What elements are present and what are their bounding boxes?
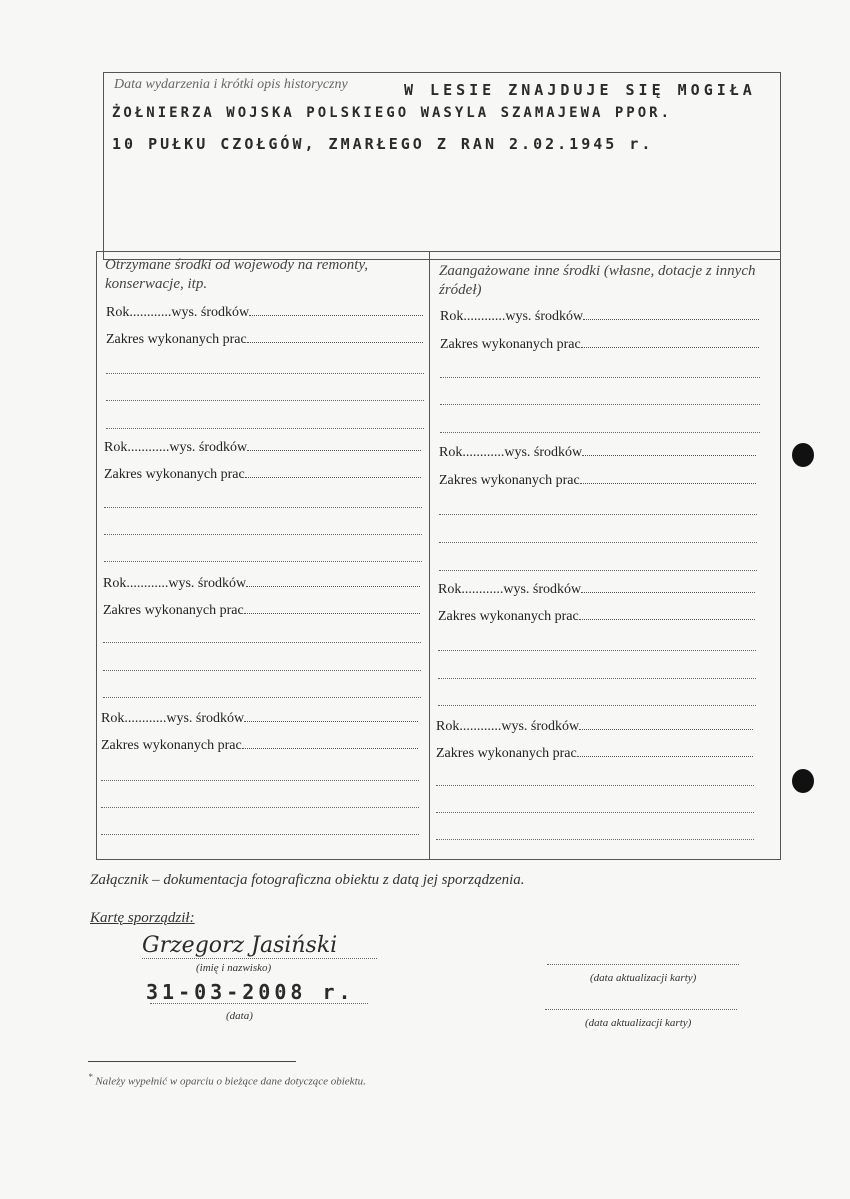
dotted-line (436, 785, 754, 786)
update-caption-1: (data aktualizacji karty) (590, 972, 697, 984)
attachment-note: Załącznik – dokumentacja fotograficzna obiektu z datą jej sporządzenia. (90, 872, 525, 888)
rok-line: Rok............wys. środków (101, 711, 419, 727)
date-caption: (data) (226, 1010, 253, 1022)
dotted-line (440, 377, 760, 378)
funds-right-header: Zaangażowane inne środki (własne, dotacje z innych źródeł) (439, 263, 756, 298)
dotted-line (106, 373, 424, 374)
zakres-line: Zakres wykonanych prac (436, 746, 754, 762)
dotted-line (103, 697, 421, 698)
dotted-line (104, 507, 422, 508)
dotted-line (103, 670, 421, 671)
dotted-line (439, 570, 757, 571)
name-dotted-line (142, 958, 377, 959)
zakres-line: Zakres wykonanych prac (101, 738, 419, 754)
dotted-line (438, 678, 756, 679)
name-caption: (imię i nazwisko) (196, 962, 272, 974)
dotted-line (104, 561, 422, 562)
dotted-line (101, 834, 419, 835)
rok-line: Rok............wys. środków (439, 445, 757, 461)
zakres-line: Zakres wykonanych prac (104, 467, 422, 483)
prepared-by-label: Kartę sporządził: (90, 910, 195, 926)
rok-line: Rok............wys. środków (438, 582, 756, 598)
date-dotted-line (150, 1003, 368, 1004)
dotted-line (438, 705, 756, 706)
funds-column-divider (429, 252, 430, 859)
punch-hole-top (792, 443, 814, 467)
zakres-line: Zakres wykonanych prac (440, 337, 760, 353)
update-dotted-line-2 (545, 1009, 737, 1010)
dotted-line (106, 400, 424, 401)
punch-hole-bottom (792, 769, 814, 793)
dotted-line (440, 404, 760, 405)
dotted-line (438, 650, 756, 651)
zakres-line: Zakres wykonanych prac (439, 473, 757, 489)
dotted-line (436, 812, 754, 813)
rok-line: Rok............wys. środków (103, 576, 421, 592)
dotted-line (101, 780, 419, 781)
name-handwritten: Grzegorz Jasiński (142, 933, 338, 958)
zakres-line: Zakres wykonanych prac (438, 609, 756, 625)
history-handwritten-line-1: W LESIE ZNAJDUJE SIĘ MOGIŁA (404, 81, 756, 99)
update-caption-2: (data aktualizacji karty) (585, 1017, 692, 1029)
dotted-line (104, 534, 422, 535)
zakres-line: Zakres wykonanych prac (103, 603, 421, 619)
footnote-text: Należy wypełnić w oparciu o bieżące dane dotyczące obiektu. (95, 1075, 366, 1088)
date-handwritten: 31-03-2008 r. (146, 980, 355, 1004)
footnote-marker: * (88, 1072, 93, 1082)
dotted-line (439, 542, 757, 543)
dotted-line (439, 514, 757, 515)
history-handwritten-line-2: ŻOŁNIERZA WOJSKA POLSKIEGO WASYLA SZAMAJEWA PPOR. (112, 105, 673, 121)
zakres-line: Zakres wykonanych prac (106, 332, 424, 348)
dotted-line (440, 432, 760, 433)
funds-left-header: Otrzymane środki od wojewody na remonty, konserwacje, itp. (105, 257, 369, 292)
history-box (103, 72, 781, 260)
update-dotted-line-1 (547, 964, 739, 965)
rok-line: Rok............wys. środków (436, 719, 754, 735)
rok-line: Rok............wys. środków (440, 309, 760, 325)
dotted-line (101, 807, 419, 808)
footnote-separator (88, 1061, 296, 1062)
history-handwritten-line-3: 10 PUŁKU CZOŁGÓW, ZMARŁEGO Z RAN 2.02.1945 r. (112, 135, 654, 153)
dotted-line (436, 839, 754, 840)
rok-line: Rok............wys. środków (106, 305, 424, 321)
dotted-line (103, 642, 421, 643)
dotted-line (106, 428, 424, 429)
history-label: Data wydarzenia i krótki opis historyczny (114, 77, 348, 92)
footnote (88, 1072, 366, 1088)
rok-line: Rok............wys. środków (104, 440, 422, 456)
